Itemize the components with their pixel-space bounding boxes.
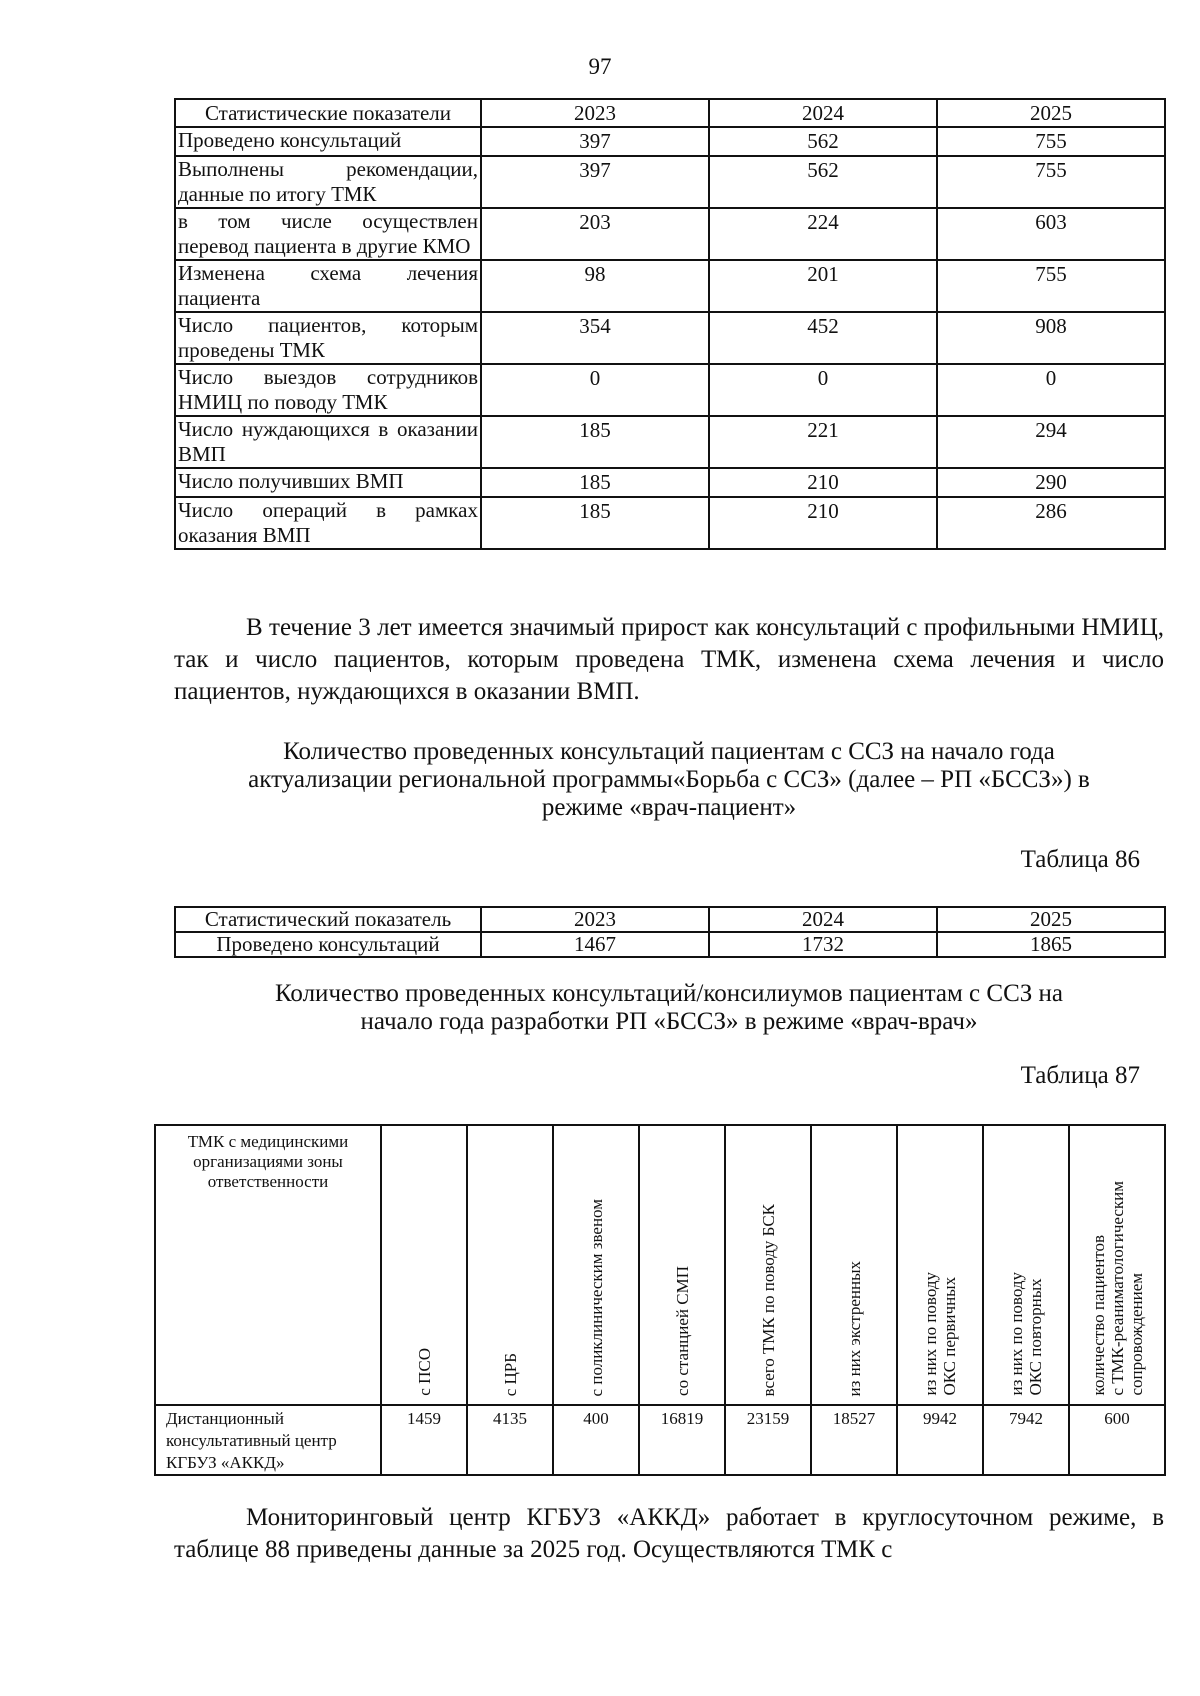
caption-line: начало года разработки РП «БССЗ» в режиме «врач-врач» bbox=[360, 1008, 978, 1035]
table-86-label: Таблица 86 bbox=[1020, 846, 1140, 873]
row-label: Проведено консультаций bbox=[175, 127, 481, 156]
caption-line: Количество проведенных консультаций пациентам с ССЗ на начало года bbox=[283, 738, 1055, 765]
header-line: с ТМК-реаниматологическим bbox=[1107, 1181, 1127, 1396]
header-cell: Статистические показатели bbox=[175, 99, 481, 127]
cell-value: 23159 bbox=[725, 1405, 811, 1475]
row-label: Изменена схема лечения пациента bbox=[175, 260, 481, 312]
cell-value: 185 bbox=[481, 416, 709, 468]
cell-value: 0 bbox=[709, 364, 937, 416]
table-row bbox=[175, 312, 1165, 364]
cell-value: 908 bbox=[937, 312, 1165, 364]
cell-value: 755 bbox=[937, 260, 1165, 312]
header-line: ОКС повторных bbox=[1026, 1278, 1045, 1396]
cell-value: 290 bbox=[937, 468, 1165, 497]
cell-value: 203 bbox=[481, 208, 709, 260]
table-row bbox=[175, 468, 1165, 497]
header-cell: 2025 bbox=[937, 99, 1165, 127]
header-cell: 2024 bbox=[709, 907, 937, 932]
cell-value: 1732 bbox=[709, 932, 937, 957]
paragraph-monitoring bbox=[174, 1502, 1164, 1566]
header-line: из них экстренных bbox=[844, 1260, 864, 1396]
cell-value: 98 bbox=[481, 260, 709, 312]
header-line: с поликлиническим звеном bbox=[586, 1198, 606, 1396]
cell-value: 18527 bbox=[811, 1405, 897, 1475]
table-row bbox=[175, 416, 1165, 468]
table-86-caption bbox=[174, 738, 1164, 822]
cell-value: 16819 bbox=[639, 1405, 725, 1475]
table-header-row bbox=[155, 1125, 1165, 1405]
table-row bbox=[175, 364, 1165, 416]
header-cell: ТМК с медицинскими организациями зоны ответственности bbox=[155, 1125, 381, 1405]
vertical-header-cell bbox=[553, 1125, 639, 1405]
caption-line: актуализации региональной программы«Борьба с ССЗ» (далее – РП «БССЗ») в bbox=[248, 766, 1090, 793]
vertical-header-cell bbox=[725, 1125, 811, 1405]
cell-value: 600 bbox=[1069, 1405, 1165, 1475]
header-line: сопровождением bbox=[1126, 1273, 1146, 1396]
table-row bbox=[175, 260, 1165, 312]
row-label: Дистанционный консультативный центр КГБУЗ «АККД» bbox=[155, 1405, 381, 1475]
header-line: с ПСО bbox=[414, 1348, 434, 1396]
statistics-table bbox=[174, 98, 1166, 550]
header-line: всего ТМК по поводу БСК bbox=[758, 1203, 778, 1396]
vertical-header-cell bbox=[381, 1125, 467, 1405]
table-row bbox=[175, 208, 1165, 260]
cell-value: 7942 bbox=[983, 1405, 1069, 1475]
table-header-row bbox=[175, 907, 1165, 932]
header-cell: 2024 bbox=[709, 99, 937, 127]
vertical-header-cell bbox=[467, 1125, 553, 1405]
page-number: 97 bbox=[588, 54, 612, 79]
caption-line: режиме «врач-пациент» bbox=[541, 794, 797, 821]
cell-value: 452 bbox=[709, 312, 937, 364]
paragraph-text: Мониторинговый центр КГБУЗ «АККД» работает в круглосуточном режиме, в таблице 88 приведены данные за 2025 год. Осуществляются ТМК с bbox=[174, 1504, 1164, 1563]
header-line: с ЦРБ bbox=[500, 1352, 520, 1396]
vertical-header-cell bbox=[811, 1125, 897, 1405]
table-row bbox=[175, 156, 1165, 208]
header-line: ОКС первичных bbox=[940, 1277, 959, 1396]
vertical-header-cell bbox=[639, 1125, 725, 1405]
cell-value: 400 bbox=[553, 1405, 639, 1475]
cell-value: 0 bbox=[937, 364, 1165, 416]
row-label: в том числе осуществлен перевод пациента в другие КМО bbox=[175, 208, 481, 260]
consultations-table bbox=[174, 906, 1166, 958]
row-label: Проведено консультаций bbox=[175, 932, 481, 957]
cell-value: 224 bbox=[709, 208, 937, 260]
vertical-header-cell bbox=[1069, 1125, 1165, 1405]
cell-value: 397 bbox=[481, 156, 709, 208]
cell-value: 185 bbox=[481, 497, 709, 549]
cell-value: 1467 bbox=[481, 932, 709, 957]
header-line: количество пациентов bbox=[1088, 1235, 1108, 1396]
cell-value: 201 bbox=[709, 260, 937, 312]
cell-value: 0 bbox=[481, 364, 709, 416]
table-87-label: Таблица 87 bbox=[1020, 1062, 1140, 1089]
header-cell: 2025 bbox=[937, 907, 1165, 932]
row-label: Число выездов сотрудников НМИЦ по поводу ТМК bbox=[175, 364, 481, 416]
row-label: Число получивших ВМП bbox=[175, 468, 481, 497]
header-line: из них по поводу bbox=[1007, 1272, 1026, 1396]
cell-value: 755 bbox=[937, 156, 1165, 208]
table-row bbox=[175, 127, 1165, 156]
header-cell: Статистический показатель bbox=[175, 907, 481, 932]
cell-value: 354 bbox=[481, 312, 709, 364]
cell-value: 4135 bbox=[467, 1405, 553, 1475]
cell-value: 210 bbox=[709, 497, 937, 549]
table-row bbox=[155, 1405, 1165, 1475]
header-cell: 2023 bbox=[481, 907, 709, 932]
row-label: Число пациентов, которым проведены ТМК bbox=[175, 312, 481, 364]
cell-value: 562 bbox=[709, 156, 937, 208]
header-line: со станцией СМП bbox=[672, 1266, 692, 1396]
table-row bbox=[175, 932, 1165, 957]
header-cell: 2023 bbox=[481, 99, 709, 127]
cell-value: 603 bbox=[937, 208, 1165, 260]
vertical-header-cell bbox=[983, 1125, 1069, 1405]
table-header-row bbox=[175, 99, 1165, 127]
cell-value: 221 bbox=[709, 416, 937, 468]
cell-value: 755 bbox=[937, 127, 1165, 156]
cell-value: 562 bbox=[709, 127, 937, 156]
tmk-table bbox=[154, 1124, 1166, 1476]
cell-value: 210 bbox=[709, 468, 937, 497]
cell-value: 185 bbox=[481, 468, 709, 497]
row-label: Число нуждающихся в оказании ВМП bbox=[175, 416, 481, 468]
cell-value: 1459 bbox=[381, 1405, 467, 1475]
cell-value: 294 bbox=[937, 416, 1165, 468]
header-line: из них по поводу bbox=[921, 1272, 940, 1396]
vertical-header-cell bbox=[897, 1125, 983, 1405]
cell-value: 397 bbox=[481, 127, 709, 156]
table-row bbox=[175, 497, 1165, 549]
cell-value: 9942 bbox=[897, 1405, 983, 1475]
row-label: Число операций в рамках оказания ВМП bbox=[175, 497, 481, 549]
cell-value: 1865 bbox=[937, 932, 1165, 957]
row-label: Выполнены рекомендации, данные по итогу ТМК bbox=[175, 156, 481, 208]
paragraph-text: В течение 3 лет имеется значимый прирост как консультаций с профильными НМИЦ, так и число пациентов, которым проведена ТМК, изменена схема лечения и число пациентов, нуждающихся в оказании ВМП. bbox=[174, 614, 1164, 705]
caption-line: Количество проведенных консультаций/консилиумов пациентам с ССЗ на bbox=[274, 980, 1063, 1007]
cell-value: 286 bbox=[937, 497, 1165, 549]
table-87-caption bbox=[174, 980, 1164, 1036]
paragraph-growth bbox=[174, 612, 1164, 708]
